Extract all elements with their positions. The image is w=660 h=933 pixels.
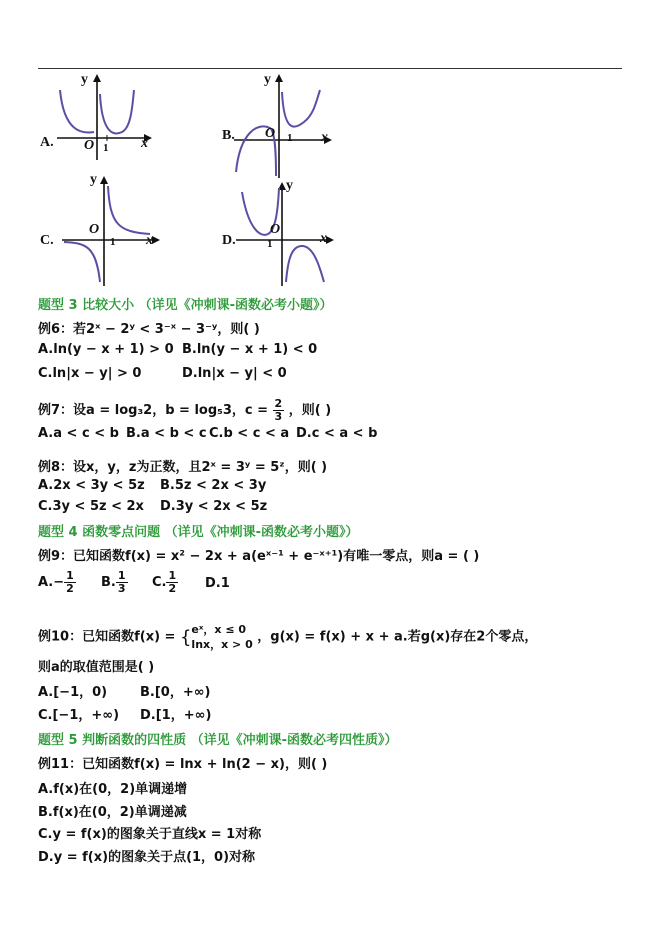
graph-a-label: A. [40,135,54,150]
ex10-option-d: D.[1，+∞) [140,708,212,723]
ex10-case-1: eˣ，x ≤ 0 [191,623,247,636]
ex7-fraction [273,398,285,423]
ex10-case-2: lnx，x > 0 [191,638,253,651]
ex10-brace: { [179,626,192,648]
ex9-c-den: 2 [168,582,177,595]
graph-b-label: B. [222,128,235,143]
ex7-option-c: C.b < c < a [209,426,290,441]
ex6-question: 例6：若2ˣ − 2ʸ < 3⁻ˣ − 3⁻ʸ，则( ) [38,322,260,337]
ex8-option-d: D.3y < 2x < 5z [160,499,268,514]
ex8-question: 例8：设x，y，z为正数，且2ˣ = 3ʸ = 5ᶻ，则( ) [38,460,328,475]
ex8-option-c: C.3y < 5z < 2x [38,499,144,514]
ex6-option-b: B.ln(y − x + 1) < 0 [182,342,318,357]
ex9-a-prefix: A.− [38,575,65,590]
ex7-option-a: A.a < c < b [38,426,119,441]
ex10-cases [191,622,252,652]
section-4-heading: 题型 4 函数零点问题 （详见《冲刺课-函数必考小题》） [38,525,359,540]
graph-d-label: D. [222,233,236,248]
ex9-question: 例9：已知函数f(x) = x² − 2x + a(eˣ⁻¹ + e⁻ˣ⁺¹)有唯一零点，则a = ( ) [38,549,480,564]
ex9-b-fraction [116,570,128,595]
ex7-option-d: D.c < a < b [296,426,378,441]
ex11-option-b: B.f(x)在(0，2)单调递减 [38,805,187,820]
ex11-option-a: A.f(x)在(0，2)单调递增 [38,782,188,797]
ex7-question [38,398,331,423]
ex9-c-prefix: C. [152,575,167,590]
graph-c-origin: O [89,222,100,237]
ex8-option-b: B.5z < 2x < 3y [160,478,267,493]
graph-d [234,178,334,288]
section-5-heading: 题型 5 判断函数的四性质 （详见《冲刺课-函数必考四性质》） [38,733,398,748]
graph-a-origin: O [84,138,95,153]
ex10-question-prefix: 例10：已知函数f(x) = [38,629,176,645]
graph-a-one: 1 [103,142,109,154]
graph-c-label: C. [40,233,54,248]
graph-d-one: 1 [267,238,273,250]
ex7-frac-num: 2 [274,397,283,410]
ex6-option-a: A.ln(y − x + 1) > 0 [38,342,174,357]
ex10-option-b: B.[0，+∞) [140,685,211,700]
ex9-b-num: 1 [117,569,126,582]
ex10-option-c: C.[−1，+∞) [38,708,120,723]
graph-d-x: x [320,231,327,246]
graph-c-x: x [146,233,153,248]
ex11-option-c: C.y = f(x)的图象关于直线x = 1对称 [38,827,262,842]
ex9-option-c [152,570,178,595]
ex7-question-prefix: 例7：设a = log₃2，b = log₅3，c = [38,403,269,418]
ex10-question [38,622,537,652]
graph-b-one: 1 [287,132,293,144]
graph-b-x: x [321,130,328,145]
ex10-question-suffix: ，g(x) = f(x) + x + a.若g(x)存在2个零点， [257,629,538,645]
ex10-option-a: A.[−1，0) [38,685,108,700]
ex9-c-fraction [166,570,178,595]
graph-d-origin: O [270,222,281,237]
ex11-question: 例11：已知函数f(x) = lnx + ln(2 − x)，则( ) [38,757,328,772]
graph-b-origin: O [265,126,276,141]
ex9-option-a [38,570,76,595]
graph-d-y: y [286,178,293,193]
header-rule [38,68,622,69]
ex6-option-d: D.ln|x − y| < 0 [182,366,287,381]
ex9-b-den: 3 [117,582,126,595]
ex7-frac-den: 3 [274,410,283,423]
ex6-option-c: C.ln|x − y| > 0 [38,366,142,381]
ex7-question-suffix: ，则( ) [288,403,332,418]
ex10-question-line2: 则a的取值范围是( ) [38,660,155,675]
graph-a [52,72,152,162]
ex11-option-d: D.y = f(x)的图象关于点(1，0)对称 [38,850,256,865]
graph-a-y: y [81,72,88,87]
graph-b-y: y [264,72,271,87]
ex9-c-num: 1 [168,569,177,582]
ex9-a-fraction [64,570,76,595]
ex8-option-a: A.2x < 3y < 5z [38,478,145,493]
graph-a-x: x [141,136,148,151]
ex9-option-b [101,570,128,595]
ex9-a-den: 2 [66,582,74,595]
graph-c-one: 1 [110,236,116,248]
graph-c-y: y [90,172,97,187]
graph-c [60,172,160,288]
graph-b [232,72,332,180]
ex9-b-prefix: B. [101,575,116,590]
section-3-heading: 题型 3 比较大小 （详见《冲刺课-函数必考小题》） [38,298,333,313]
ex9-option-d: D.1 [205,576,230,591]
ex7-option-b: B.a < b < c [126,426,207,441]
ex9-a-num: 1 [66,569,74,582]
